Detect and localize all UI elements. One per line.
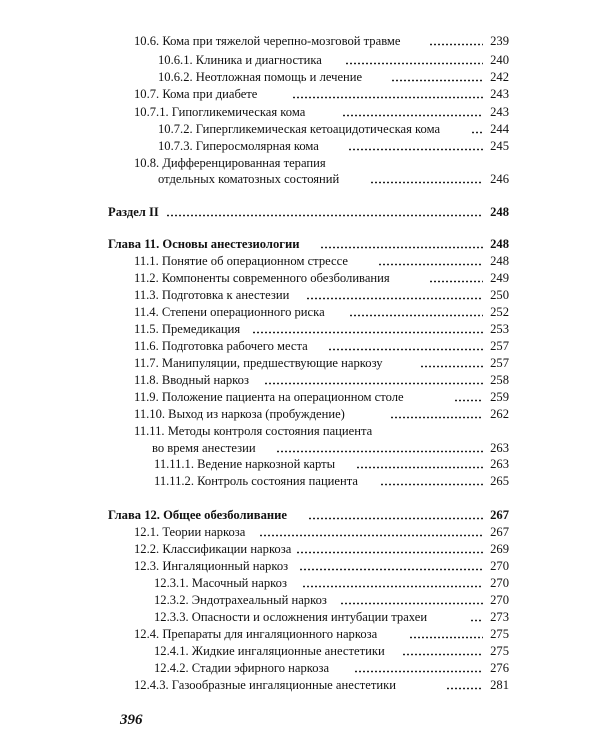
toc-entry-text: 10.7.1. Гипогликемическая кома (134, 105, 306, 119)
toc-entry-page: 270 (490, 576, 509, 590)
toc-entry-page: 270 (490, 559, 509, 573)
toc-entry (158, 171, 509, 187)
toc-entry-page: 242 (490, 70, 509, 84)
toc-entry-page: 252 (490, 305, 509, 319)
toc-entry-text: Раздел II (108, 205, 159, 219)
dot-leader (252, 326, 483, 334)
toc-entry (158, 52, 509, 68)
dot-leader (429, 38, 483, 46)
dot-leader (470, 614, 483, 622)
page-number: 396 (120, 712, 143, 728)
toc-entry-text: 12.3. Ингаляционный наркоз (134, 559, 289, 573)
toc-entry-page: 249 (490, 271, 509, 285)
dot-leader (391, 74, 483, 82)
toc-entry (154, 660, 509, 676)
dot-leader (354, 665, 483, 673)
toc-entry-page: 248 (490, 205, 509, 219)
toc-entry-text: 11.3. Подготовка к анестезии (134, 288, 290, 302)
toc-entry (134, 86, 509, 102)
toc-entry-text: 10.7. Кома при диабете (134, 87, 258, 101)
toc-entry-text: 12.3.2. Эндотрахеальный наркоз (154, 593, 327, 607)
dot-leader (356, 461, 483, 469)
toc-entry-text: 11.11. Методы контроля состояния пациента (134, 424, 373, 438)
toc-entry-text: 10.7.2. Гипергликемическая кетоацидотическая кома (158, 122, 441, 136)
dot-leader (402, 648, 483, 656)
toc-entry-text: 12.4.1. Жидкие ингаляционные анестетики (154, 644, 385, 658)
toc-entry-page: 265 (490, 474, 509, 488)
toc-entry-text: 10.6.1. Клиника и диагностика (158, 53, 322, 67)
toc-entry (134, 33, 509, 49)
toc-entry-page: 276 (490, 661, 509, 675)
chapter-heading (108, 507, 509, 523)
dot-leader (320, 241, 483, 249)
toc-entry-text: Глава 11. Основы анестезиологии (108, 237, 300, 251)
toc-entry (158, 69, 509, 85)
dot-leader (429, 275, 483, 283)
dot-leader (302, 580, 483, 588)
dot-leader (276, 445, 483, 453)
toc-entry-page: 253 (490, 322, 509, 336)
dot-leader (264, 377, 483, 385)
toc-entry (152, 440, 509, 456)
toc-entry (134, 355, 509, 371)
dot-leader (299, 563, 483, 571)
toc-entry-text: во время анестезии (152, 441, 256, 455)
toc-entry-text: 11.7. Манипуляции, предшествующие наркозу (134, 356, 383, 370)
toc-entry (154, 575, 509, 591)
toc-entry (154, 643, 509, 659)
toc-entry-page: 259 (490, 390, 509, 404)
dot-leader (340, 597, 483, 605)
dot-leader (471, 126, 483, 134)
toc-entry-page: 243 (490, 87, 509, 101)
toc-entry-text: 11.6. Подготовка рабочего места (134, 339, 308, 353)
toc-entry-page: 248 (490, 254, 509, 268)
toc-entry (134, 423, 509, 439)
dot-leader (349, 309, 483, 317)
dot-leader (296, 546, 483, 554)
toc-entry (154, 592, 509, 608)
dot-leader (166, 209, 483, 217)
toc-entry (134, 304, 509, 320)
toc-entry-text: 12.1. Теории наркоза (134, 525, 246, 539)
toc-entry-text: 12.4.2. Стадии эфирного наркоза (154, 661, 330, 675)
toc-entry-page: 248 (490, 237, 509, 251)
toc-entry (154, 473, 509, 489)
toc-entry-text: 10.8. Дифференцированная терапия (134, 156, 326, 170)
toc-entry (134, 524, 509, 540)
toc-entry (154, 456, 509, 472)
toc-entry-text: 11.1. Понятие об операционном стрессе (134, 254, 348, 268)
dot-leader (370, 176, 483, 184)
toc-entry-text: 11.10. Выход из наркоза (пробуждение) (134, 407, 345, 421)
toc-entry (134, 406, 509, 422)
toc-entry-page: 243 (490, 105, 509, 119)
dot-leader (308, 512, 483, 520)
toc-entry-page: 245 (490, 139, 509, 153)
dot-leader (342, 109, 483, 117)
toc-entry-page: 239 (490, 34, 509, 48)
toc-entry (134, 253, 509, 269)
toc-entry-text: 11.9. Положение пациента на операционном столе (134, 390, 404, 404)
toc-entry-page: 257 (490, 356, 509, 370)
dot-leader (345, 57, 483, 65)
toc-entry-page: 267 (490, 508, 509, 522)
toc-entry (134, 321, 509, 337)
dot-leader (348, 143, 483, 151)
toc-entry (154, 609, 509, 625)
dot-leader (306, 292, 483, 300)
toc-entry (134, 104, 509, 120)
toc-entry (158, 138, 509, 154)
dot-leader (409, 631, 483, 639)
toc-entry-text: 10.6.2. Неотложная помощь и лечение (158, 70, 363, 84)
toc-entry-text: 11.5. Премедикация (134, 322, 241, 336)
dot-leader (378, 258, 483, 266)
toc-entry-text: 11.4. Степени операционного риска (134, 305, 325, 319)
toc-entry-page: 281 (490, 678, 509, 692)
toc-entry-text: 10.7.3. Гиперосмолярная кома (158, 139, 319, 153)
toc-entry-text: 11.8. Вводный наркоз (134, 373, 249, 387)
toc-entry-text: 11.11.1. Ведение наркозной карты (154, 457, 336, 471)
dot-leader (420, 360, 483, 368)
dot-leader (446, 682, 483, 690)
toc-entry (158, 121, 509, 137)
toc-entry-page: 263 (490, 441, 509, 455)
toc-entry (134, 677, 509, 693)
toc-entry-text: 11.2. Компоненты современного обезболивания (134, 271, 390, 285)
toc-entry (134, 338, 509, 354)
toc-entry (134, 287, 509, 303)
dot-leader (390, 411, 483, 419)
toc-entry-text: 10.6. Кома при тяжелой черепно-мозговой травме (134, 34, 401, 48)
toc-entry-page: 246 (490, 172, 509, 186)
toc-entry-page: 270 (490, 593, 509, 607)
toc-entry (134, 372, 509, 388)
section-heading (108, 204, 509, 220)
toc-entry-text: отдельных коматозных состояний (158, 172, 340, 186)
toc-entry-page: 275 (490, 644, 509, 658)
toc-entry-page: 263 (490, 457, 509, 471)
toc-entry-text: 12.3.1. Масочный наркоз (154, 576, 287, 590)
toc-entry-page: 250 (490, 288, 509, 302)
toc-entry-page: 262 (490, 407, 509, 421)
chapter-heading (108, 236, 509, 252)
toc-entry-page: 240 (490, 53, 509, 67)
toc-entry-text: 12.2. Классификации наркоза (134, 542, 292, 556)
toc-entry-text: 12.4. Препараты для ингаляционного наркоза (134, 627, 378, 641)
toc-entry (134, 541, 509, 557)
toc-entry-text: 11.11.2. Контроль состояния пациента (154, 474, 358, 488)
toc-entry-text: 12.3.3. Опасности и осложнения интубации трахеи (154, 610, 428, 624)
toc-entry-page: 244 (490, 122, 509, 136)
toc-entry-page: 275 (490, 627, 509, 641)
toc-entry (134, 155, 509, 171)
dot-leader (454, 394, 483, 402)
toc-entry-text: Глава 12. Общее обезболивание (108, 508, 288, 522)
toc-entry-page: 267 (490, 525, 509, 539)
toc-entry-page: 257 (490, 339, 509, 353)
dot-leader (292, 91, 483, 99)
toc-entry (134, 389, 509, 405)
dot-leader (259, 529, 483, 537)
toc-entry (134, 626, 509, 642)
toc-entry-page: 273 (490, 610, 509, 624)
toc-entry-text: 12.4.3. Газообразные ингаляционные анестетики (134, 678, 396, 692)
dot-leader (328, 343, 483, 351)
toc-entry (134, 558, 509, 574)
toc-entry (134, 270, 509, 286)
toc-entry-page: 269 (490, 542, 509, 556)
dot-leader (380, 478, 483, 486)
toc-entry-page: 258 (490, 373, 509, 387)
